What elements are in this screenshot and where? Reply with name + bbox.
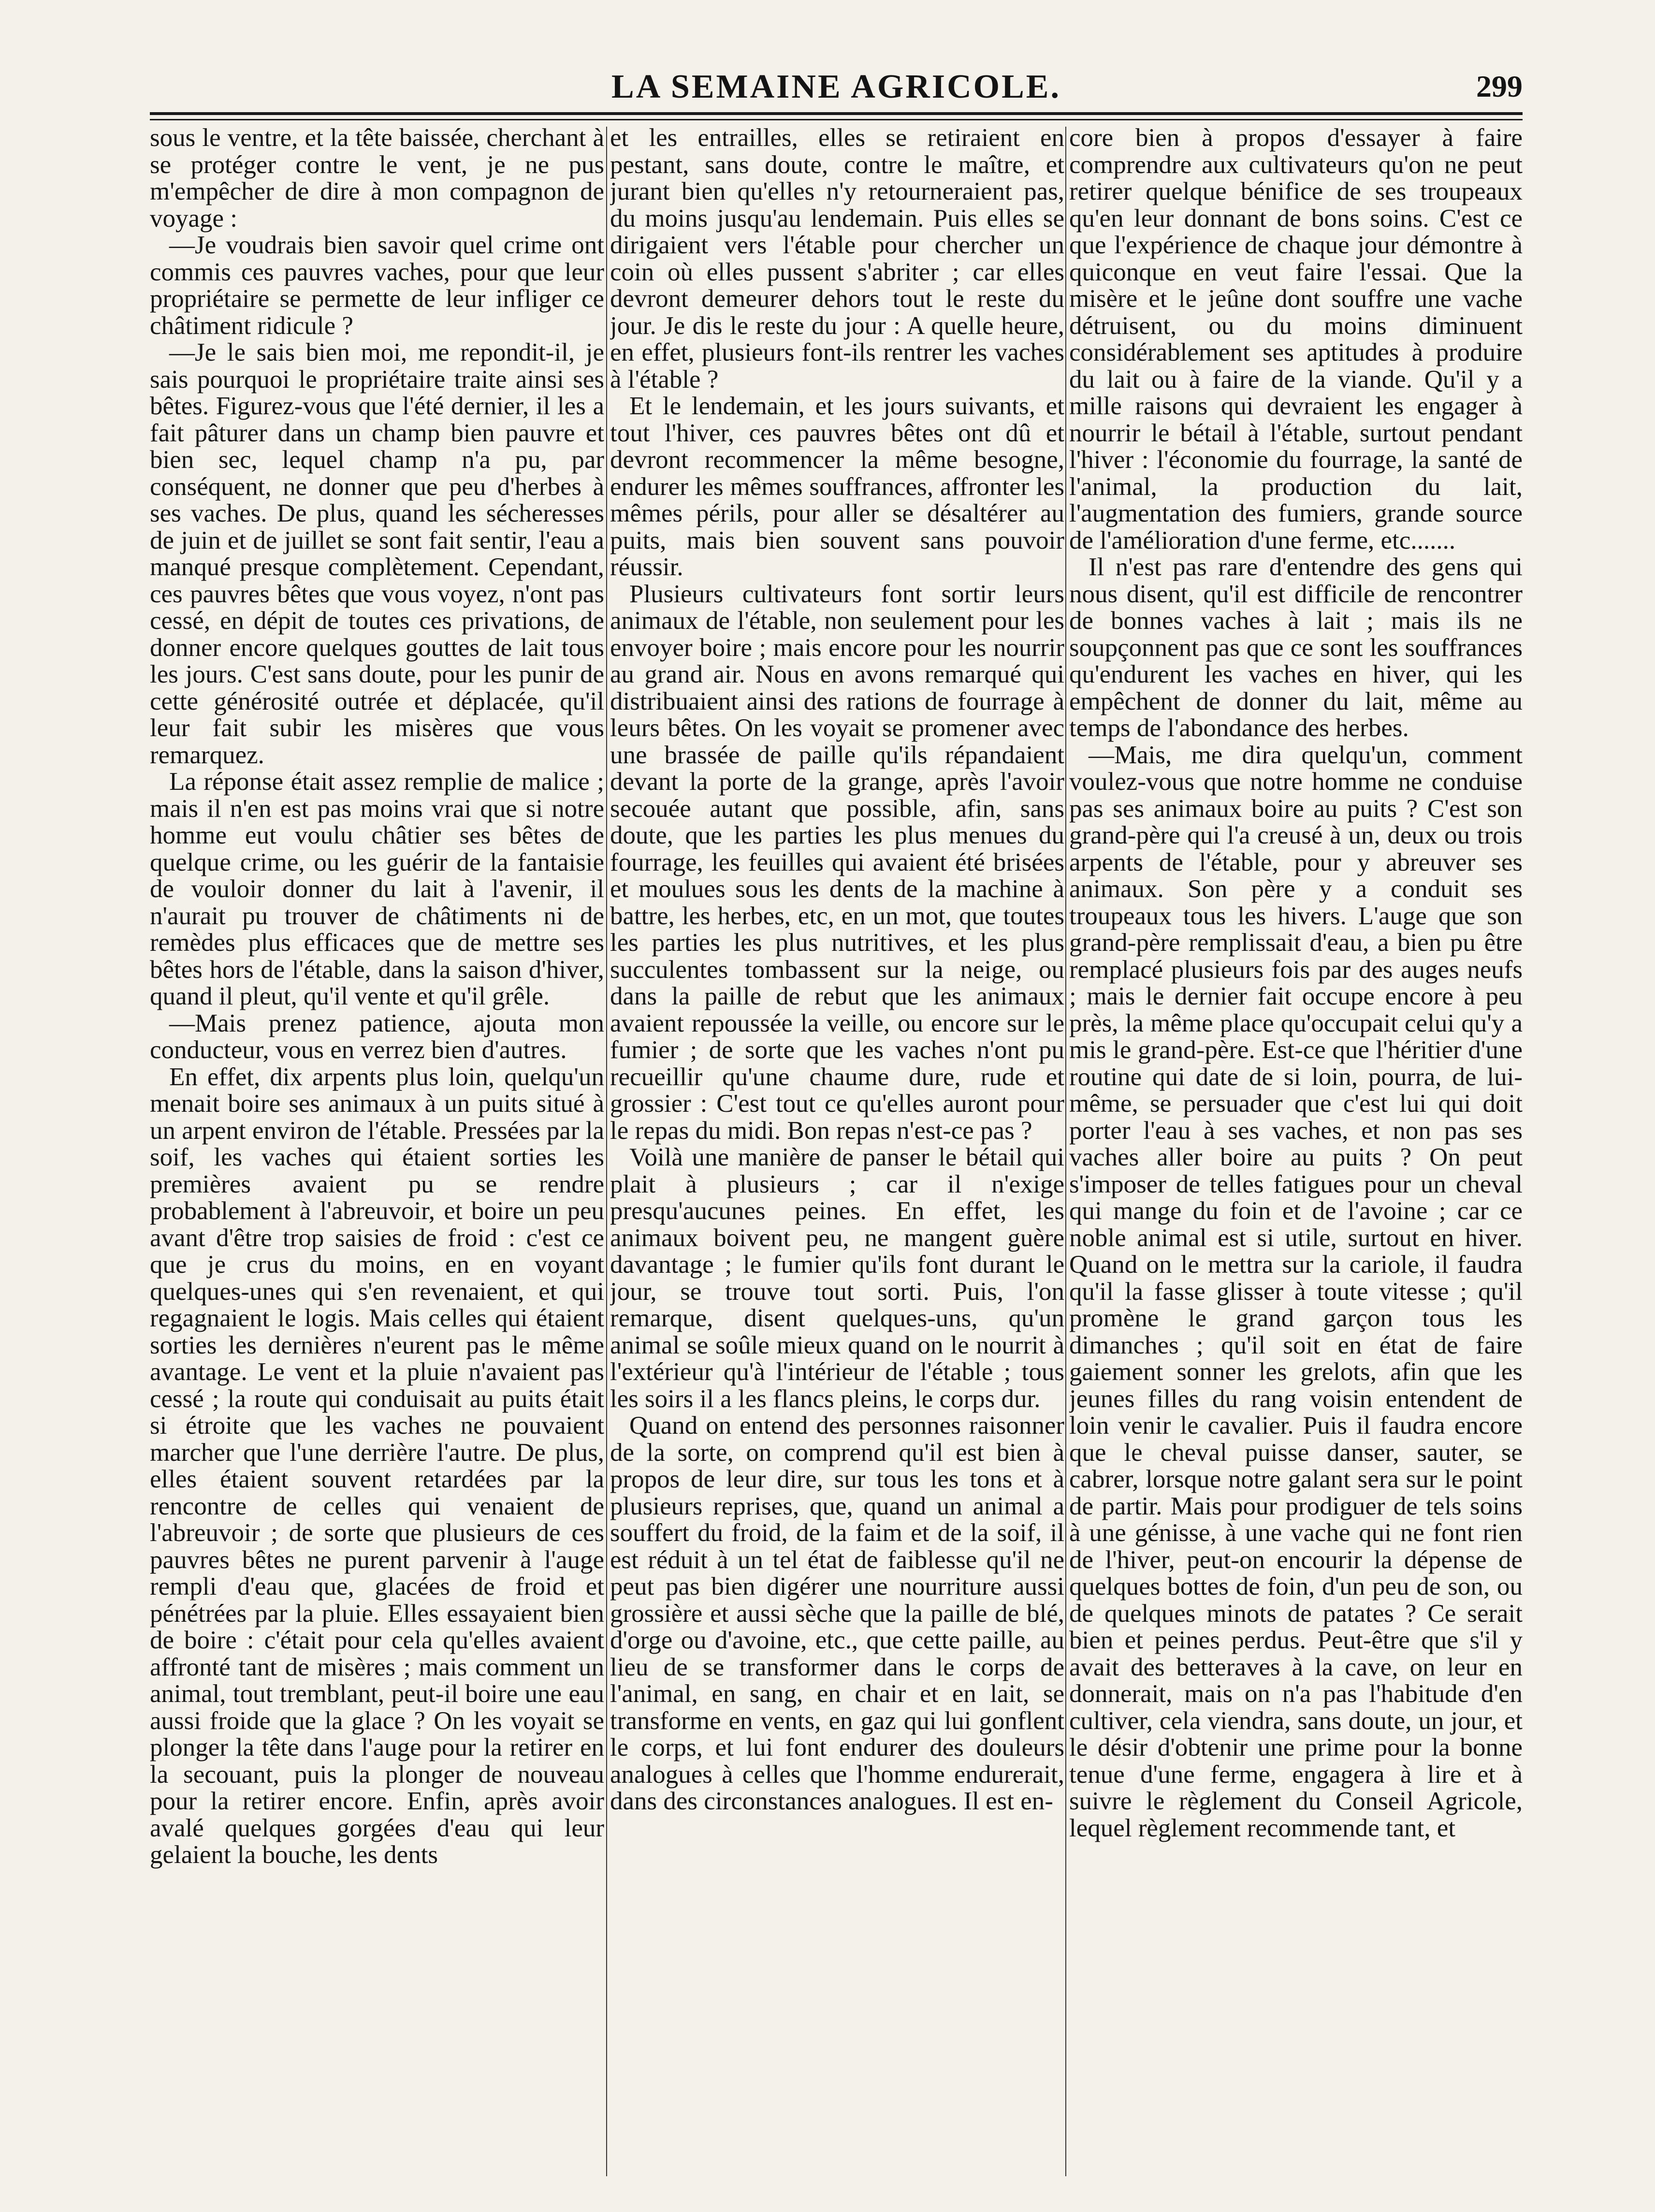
paragraph: sous le ventre, et la tête baissée, cherchant à se protéger contre le vent, je ne pus m'empêcher de dire à mon compagnon de voyage :	[150, 125, 604, 233]
paragraph: Plusieurs cultivateurs font sortir leurs animaux de l'étable, non seulement pour les envoyer boire ; mais encore pour les nourrir au grand air. Nous en avons remarqué qui distribuaient ainsi des rations de fourrage à leurs bêtes. On les voyait se promener avec une brassée de paille qu'ils répandaient devant la porte de la grange, après l'avoir secouée autant que possible, afin, sans doute, que les parties les plus menues du fourrage, les feuilles qui avaient été brisées et moulues sous les dents de la machine à battre, les herbes, etc, en un mot, que toutes les parties les plus nutritives, et les plus succulentes tombassent sur la neige, ou dans la paille de rebut que les animaux avaient repoussée la veille, ou encore sur le fumier ; de sorte que les vaches n'ont pu recueillir qu'une chaume dure, rude et grossier : C'est tout ce qu'elles auront pour le repas du midi. Bon repas n'est-ce pas ?	[610, 580, 1064, 1145]
page-number: 299	[1476, 69, 1523, 103]
page-header	[150, 68, 1523, 111]
column-separator	[1065, 127, 1066, 2176]
text-column-1	[150, 125, 604, 2194]
paragraph: La réponse était assez remplie de malice ; mais il n'en est pas moins vrai que si notre homme eut voulu châtier ses bêtes de quelque crime, ou les guérir de la fantaisie de vouloir donner du lait à l'avenir, il n'aurait pu trouver de châtiments ni de remèdes plus efficaces que de mettre ses bêtes hors de l'étable, dans la saison d'hiver, quand il pleut, qu'il vente et qu'il grêle.	[150, 768, 604, 1010]
paragraph: Voilà une manière de panser le bétail qui plait à plusieurs ; car il n'exige presqu'aucunes peines. En effet, les animaux boivent peu, ne mangent guère davantage ; le fumier qu'ils font durant le jour, se trouve tout sorti. Puis, l'on remarque, disent quelques-uns, qu'un animal se soûle mieux quand on le nourrit à l'extérieur qu'à l'intérieur de l'étable ; tous les soirs il a les flancs pleins, le corps dur.	[610, 1143, 1064, 1413]
paragraph: Et le lendemain, et les jours suivants, et tout l'hiver, ces pauvres bêtes ont dû et devront recommencer la même besogne, endurer les mêmes souffrances, affronter les mêmes périls, pour aller se désaltérer au puits, mais bien souvent sans pouvoir réussir.	[610, 392, 1064, 581]
paragraph: —Mais prenez patience, ajouta mon conducteur, vous en verrez bien d'autres.	[150, 1009, 604, 1064]
paragraph: et les entrailles, elles se retiraient en pestant, sans doute, contre le maître, et jurant bien qu'elles n'y retourneraient pas, du moins jusqu'au lendemain. Puis elles se dirigaient vers l'étable pour chercher un coin où elles pussent s'abriter ; car elles devront demeurer dehors tout le reste du jour. Je dis le reste du jour : A quelle heure, en effet, plusieurs font-ils rentrer les vaches à l'étable ?	[610, 125, 1064, 393]
paragraph: core bien à propos d'essayer à faire comprendre aux cultivateurs qu'on ne peut retirer quelque bénifice de ses troupeaux qu'en leur donnant de bons soins. C'est ce que l'expérience de chaque jour démontre à quiconque en veut faire l'essai. Que la misère et le jeûne dont souffre une vache détruisent, ou du moins diminuent considérablement ses aptitudes à produire du lait ou à faire de la viande. Qu'il y a mille raisons qui devraient les engager à nourrir le bétail à l'étable, surtout pendant l'hiver : l'économie du fourrage, la santé de l'animal, la production du lait, l'augmentation des fumiers, grande source de l'amélioration d'une ferme, etc.......	[1069, 125, 1523, 554]
paragraph: Quand on entend des personnes raisonner de la sorte, on comprend qu'il est bien à propos de leur dire, sur tous les tons et à plusieurs reprises, que, quand un animal a souffert du froid, de la faim et de la soif, il est réduit à un tel état de faiblesse qu'il ne peut pas bien digérer une nourriture aussi grossière et aussi sèche que la paille de blé, d'orge ou d'avoine, etc., que cette paille, au lieu de se transformer dans le corps de l'animal, en sang, en chair et en lait, se transforme en vents, en gaz qui lui gonflent le corps, et lui font endurer des douleurs analogues à celles que l'homme endurerait, dans des circonstances analogues. Il est en-	[610, 1412, 1064, 1815]
running-title: LA SEMAINE AGRICOLE.	[611, 68, 1061, 105]
paragraph: —Je voudrais bien savoir quel crime ont commis ces pauvres vaches, pour que leur propriétaire se permette de leur infliger ce châtiment ridicule ?	[150, 231, 604, 340]
text-column-3	[1069, 125, 1523, 2194]
header-rule-thick	[150, 112, 1523, 115]
paragraph: En effet, dix arpents plus loin, quelqu'un menait boire ses animaux à un puits situé à un arpent environ de l'étable. Pressées par la soif, les vaches qui étaient sorties les premières avaient pu se rendre probablement à l'abreuvoir, et boire un peu avant d'être trop saisies de froid : c'est ce que je crus du moins, en en voyant quelques-unes qui s'en revenaient, et qui regagnaient le logis. Mais celles qui étaient sorties les dernières n'eurent pas le même avantage. Le vent et la pluie n'avaient pas cessé ; la route qui conduisait au puits était si étroite que les vaches ne pouvaient marcher que l'une derrière l'autre. De plus, elles étaient souvent retardées par la rencontre de celles qui venaient de l'abreuvoir ; de sorte que plusieurs de ces pauvres bêtes ne purent parvenir à l'auge rempli d'eau que, glacées de froid et pénétrées par la pluie. Elles essayaient bien de boire : c'était pour cela qu'elles avaient affronté tant de misères ; mais comment un animal, tout tremblant, peut-il boire une eau aussi froide que la glace ? On les voyait se plonger la tête dans l'auge pour la retirer en la secouant, puis la plonger de nouveau pour la retirer encore. Enfin, après avoir avalé quelques gorgées d'eau qui leur gelaient la bouche, les dents	[150, 1062, 604, 1869]
header-rule-thin	[150, 119, 1523, 120]
text-column-2	[610, 125, 1064, 2194]
paragraph: —Je le sais bien moi, me repondit-il, je sais pourquoi le propriétaire traite ainsi ses bêtes. Figurez-vous que l'été dernier, il les a fait pâturer dans un champ bien pauvre et bien sec, lequel champ n'a pu, par conséquent, ne donner que peu d'herbes à ses vaches. De plus, quand les sécheresses de juin et de juillet se sont fait sentir, l'eau a manqué presque complètement. Cependant, ces pauvres bêtes que vous voyez, n'ont pas cessé, en dépit de toutes ces privations, de donner encore quelques gouttes de lait tous les jours. C'est sans doute, pour les punir de cette générosité outrée et déplacée, qu'il leur fait subir les misères que vous remarquez.	[150, 338, 604, 769]
column-separator	[606, 127, 607, 2176]
paragraph: —Mais, me dira quelqu'un, comment voulez-vous que notre homme ne conduise pas ses animaux boire au puits ? C'est son grand-père qui l'a creusé à un, deux ou trois arpents de l'étable, pour y abreuver ses animaux. Son père y a conduit ses troupeaux tous les hivers. L'auge que son grand-père remplissait d'eau, a bien pu être remplacé plusieurs fois par des auges neufs ; mais le dernier fait occupe encore à peu près, la même place qu'occupait celui qu'y a mis le grand-père. Est-ce que l'héritier d'une routine qui date de si loin, pourra, de lui-même, se persuader que c'est lui qui doit porter l'eau à ses vaches, et non pas ses vaches aller boire au puits ? On peut s'imposer de telles fatigues pour un cheval qui mange du foin et de l'avoine ; car ce noble animal est si utile, surtout en hiver. Quand on le mettra sur la cariole, il faudra qu'il la fasse glisser à toute vitesse ; qu'il promène le grand garçon tous les dimanches ; qu'il soit en état de faire gaiement sonner les grelots, afin que les jeunes filles du rang voisin entendent de loin venir le cavalier. Puis il faudra encore que le cheval puisse danser, sauter, se cabrer, lorsque notre galant sera sur le point de partir. Mais pour prodiguer de tels soins à une génisse, à une vache qui ne font rien de l'hiver, peut-on encourir la dépense de quelques bottes de foin, d'un peu de son, ou de quelques minots de patates ? Ce serait bien et peines perdus. Peut-être que s'il y avait des betteraves à la cave, on leur en donnerait, mais on n'a pas l'habitude d'en cultiver, cela viendra, sans doute, un jour, et le désir d'obtenir une prime pour la bonne tenue d'une ferme, engagera à lire et à suivre le règlement du Conseil Agricole, lequel règlement recommende tant, et	[1069, 741, 1523, 1842]
paragraph: Il n'est pas rare d'entendre des gens qui nous disent, qu'il est difficile de rencontrer de bonnes vaches à lait ; mais ils ne soupçonnent pas que ce sont les souffrances qu'endurent les vaches en hiver, qui les empêchent de donner du lait, même au temps de l'abondance des herbes.	[1069, 553, 1523, 742]
